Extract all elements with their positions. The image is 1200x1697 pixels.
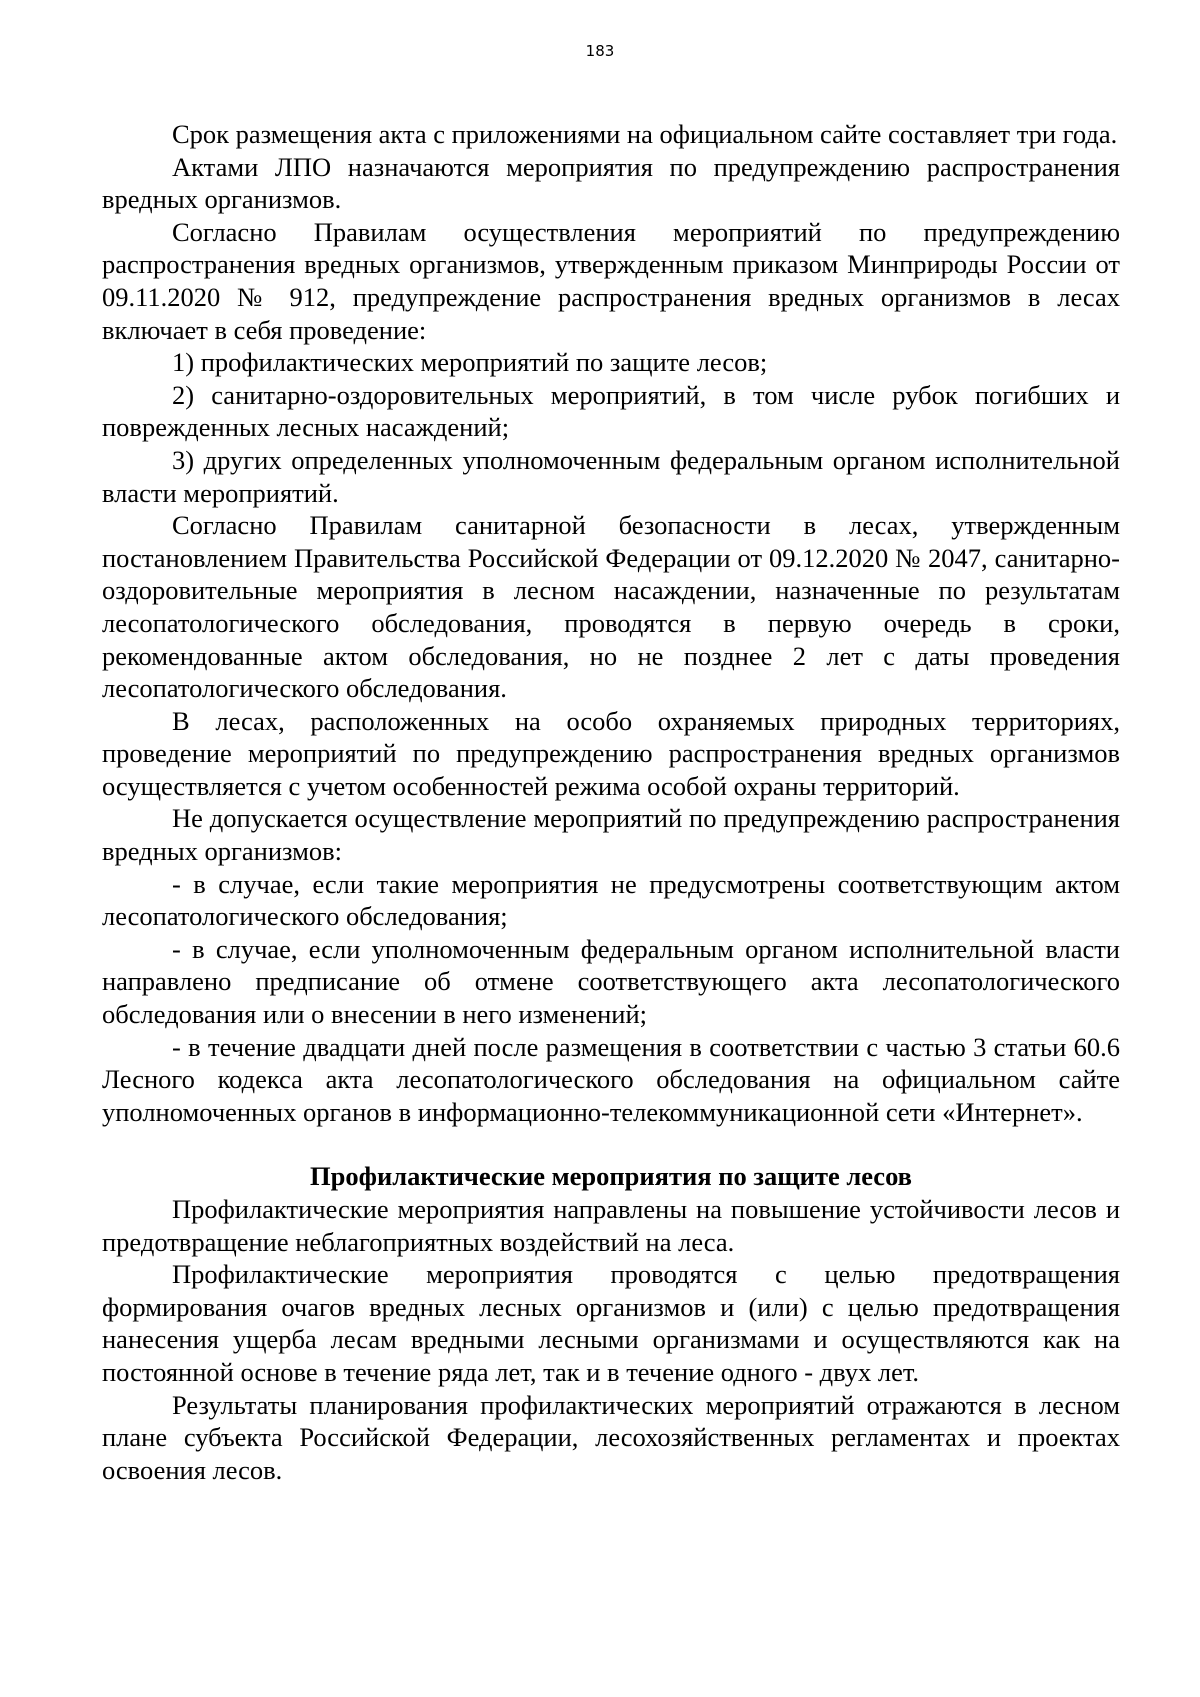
list-item-sanitary-measures: 2) санитарно-оздоровительных мероприятий, в том числе рубок погибших и поврежденных лесных насаждений; (102, 379, 1120, 443)
list-item-cancellation-order: - в случае, если уполномоченным федеральным органом исполнительной власти направлено предписание об отмене соответствующего акта лесопатологического обследования или о внесении в него изменений; (102, 933, 1120, 1030)
paragraph-prevention-rules: Согласно Правилам осуществления мероприятий по предупреждению распространения вредных организмов, утвержденным приказом Минприроды России от 09.11.2020 № 912, предупреждение распространения вредных организмов в лесах включает в себя проведение: (102, 216, 1120, 345)
list-item-preventive-measures: 1) профилактических мероприятий по защите лесов; (172, 347, 768, 378)
list-item-other-measures: 3) других определенных уполномоченным федеральным органом исполнительной власти мероприятий. (102, 444, 1120, 508)
paragraph-preventive-goals: Профилактические мероприятия проводятся с целью предотвращения формирования очагов вредных лесных организмов и (или) с целью предотвращения нанесения ущерба лесам вредными лесными организмами и осуществляются как на постоянной основе в течение ряда лет, так и в течение одного - двух лет. (102, 1259, 1120, 1387)
paragraph-retention-period: Срок размещения акта с приложениями на официальном сайте составляет три года. (172, 119, 1118, 149)
page-number: 183 (585, 42, 615, 60)
paragraph-sanitary-safety-rules: Согласно Правилам санитарной безопасности в лесах, утвержденным постановлением Правительства Российской Федерации от 09.12.2020 № 2047, санитарно-оздоровительные мероприятия в лесном насаждении, назначенные по результатам лесопатологического обследования, проводятся в первую очередь в сроки, рекомендованные актом обследования, но не позднее 2 лет с даты проведения лесопатологического обследования. (102, 510, 1120, 704)
section-heading: Профилактические мероприятия по защите лесов (310, 1161, 912, 1192)
paragraph-not-allowed: Не допускается осуществление мероприятий по предупреждению распространения вредных организмов: (102, 803, 1120, 867)
paragraph-preventive-purpose: Профилактические мероприятия направлены на повышение устойчивости лесов и предотвращение неблагоприятных воздействий на леса. (102, 1194, 1120, 1257)
list-item-not-provided: - в случае, если такие мероприятия не предусмотрены соответствующим актом лесопатологического обследования; (102, 868, 1120, 932)
paragraph-planning-results: Результаты планирования профилактических мероприятий отражаются в лесном плане субъекта Российской Федерации, лесохозяйственных регламентах и проектах освоения лесов. (102, 1389, 1120, 1485)
document-body (102, 118, 1120, 1486)
paragraph-lpo-acts: Актами ЛПО назначаются мероприятия по предупреждению распространения вредных организмов. (102, 151, 1120, 215)
list-item-twenty-days: - в течение двадцати дней после размещения в соответствии с частью 3 статьи 60.6 Лесного кодекса акта лесопатологического обследования на официальном сайте уполномоченных органов в информационно-телекоммуникационной сети «Интернет». (102, 1031, 1120, 1127)
paragraph-protected-areas: В лесах, расположенных на особо охраняемых природных территориях, проведение мероприятий по предупреждению распространения вредных организмов осуществляется с учетом особенностей режима особой охраны территорий. (102, 705, 1120, 801)
